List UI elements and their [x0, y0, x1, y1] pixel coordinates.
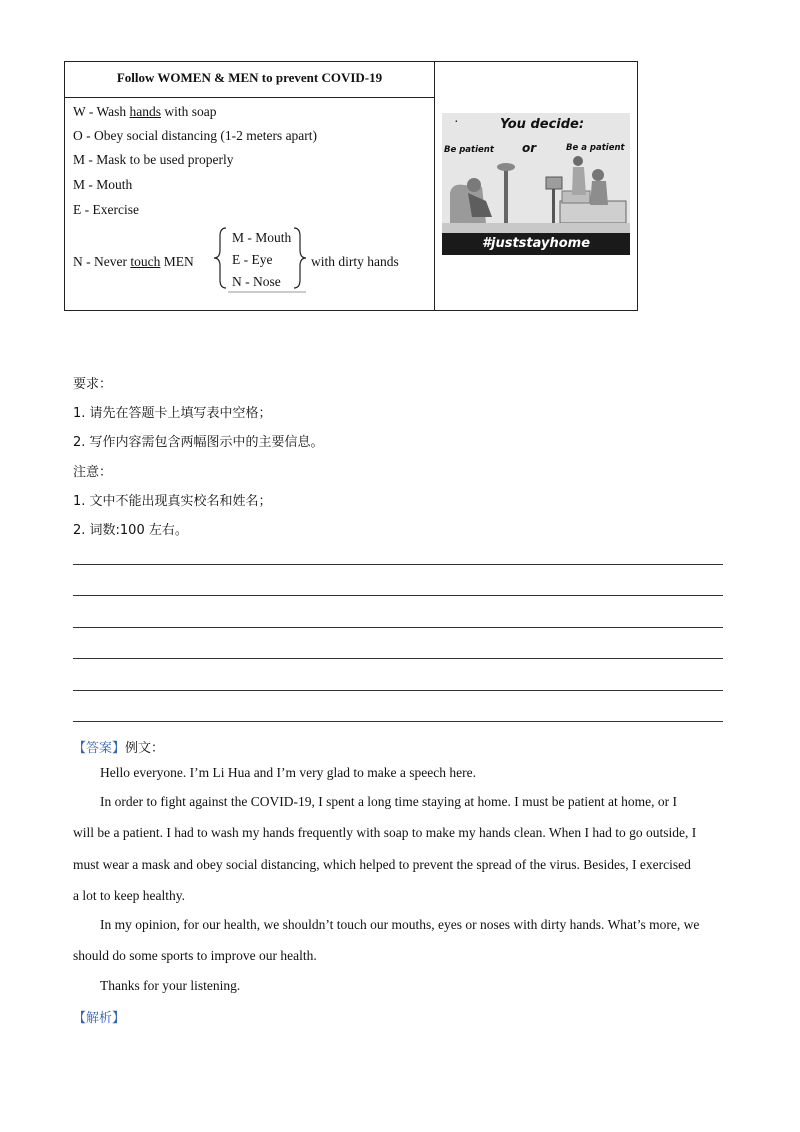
image-caption-right: Be a patient [566, 143, 625, 153]
row-exercise [73, 202, 139, 218]
requirement-item: 2. 写作内容需包含两幅图示中的主要信息。 [73, 435, 324, 450]
writing-line [73, 690, 723, 691]
row-underlined: touch [130, 254, 161, 269]
writing-line [73, 564, 723, 565]
row-text: M - Mouth [73, 177, 133, 192]
table-header: Follow WOMEN & MEN to prevent COVID-19 [65, 62, 434, 98]
answer-line: In order to fight against the COVID-19, I spent a long time staying at home. I must be patient at home, or I [100, 794, 677, 809]
answer-line: a lot to keep healthy. [73, 888, 185, 903]
row-text: with soap [161, 104, 217, 119]
image-caption-left: Be patient [444, 145, 494, 155]
row-text: E - Exercise [73, 202, 139, 217]
writing-line [73, 627, 723, 628]
writing-line [73, 721, 723, 722]
writing-line [73, 658, 723, 659]
men-brace-group [210, 222, 310, 292]
requirements-title: 要求： [73, 377, 113, 392]
answer-label: 【答案】 [73, 741, 126, 756]
answer-line: In my opinion, for our health, we shouldn’t touch our mouths, eyes or noses with dirty hands. What’s more, we [100, 917, 700, 932]
image-title: You decide: [500, 117, 585, 132]
row-mask [73, 152, 233, 168]
you-decide-image [442, 113, 630, 255]
answer-line: Thanks for your listening. [100, 978, 241, 993]
image-dot: · [454, 115, 459, 130]
row-text: O - Obey social distancing (1-2 meters apart) [73, 128, 318, 143]
info-table [64, 61, 638, 311]
writing-line [73, 595, 723, 596]
row-text: MEN [160, 254, 194, 269]
brace-item-mouth: M - Mouth [232, 230, 292, 245]
image-caption-or: or [522, 141, 537, 155]
row-text: N - Never [73, 254, 131, 269]
answer-heading [73, 737, 164, 756]
answer-line: should do some sports to improve our health. [73, 948, 317, 963]
answer-line: must wear a mask and obey social distancing, which helped to prevent the spread of the virus. Besides, I exercised [73, 857, 691, 872]
answer-line: will be a patient. I had to wash my hands frequently with soap to make my hands clean. When I had to go outside, I [73, 825, 697, 840]
row-never [73, 254, 194, 270]
row-never-suffix [311, 254, 399, 270]
row-obey [73, 128, 317, 144]
brace-item-eye: E - Eye [232, 252, 273, 267]
answer-line: Hello everyone. I’m Li Hua and I’m very glad to make a speech here. [100, 765, 476, 780]
image-hashtag: #juststayhome [442, 233, 630, 255]
row-underlined: hands [129, 104, 162, 119]
row-text: W - Wash [73, 104, 130, 119]
row-mouth [73, 177, 132, 193]
note-item: 1. 文中不能出现真实校名和姓名； [73, 494, 272, 509]
row-text: with dirty hands [311, 254, 399, 269]
row-wash [73, 104, 217, 120]
row-text: M - Mask to be used properly [73, 152, 234, 167]
notes-title: 注意： [73, 465, 113, 480]
brace-item-nose: N - Nose [232, 274, 281, 289]
analysis-label: 【解析】 [73, 1011, 126, 1026]
note-item: 2. 词数:100 左右。 [73, 523, 188, 538]
requirement-item: 1. 请先在答题卡上填写表中空格； [73, 406, 272, 421]
answer-label-suffix: 例文： [125, 741, 165, 756]
